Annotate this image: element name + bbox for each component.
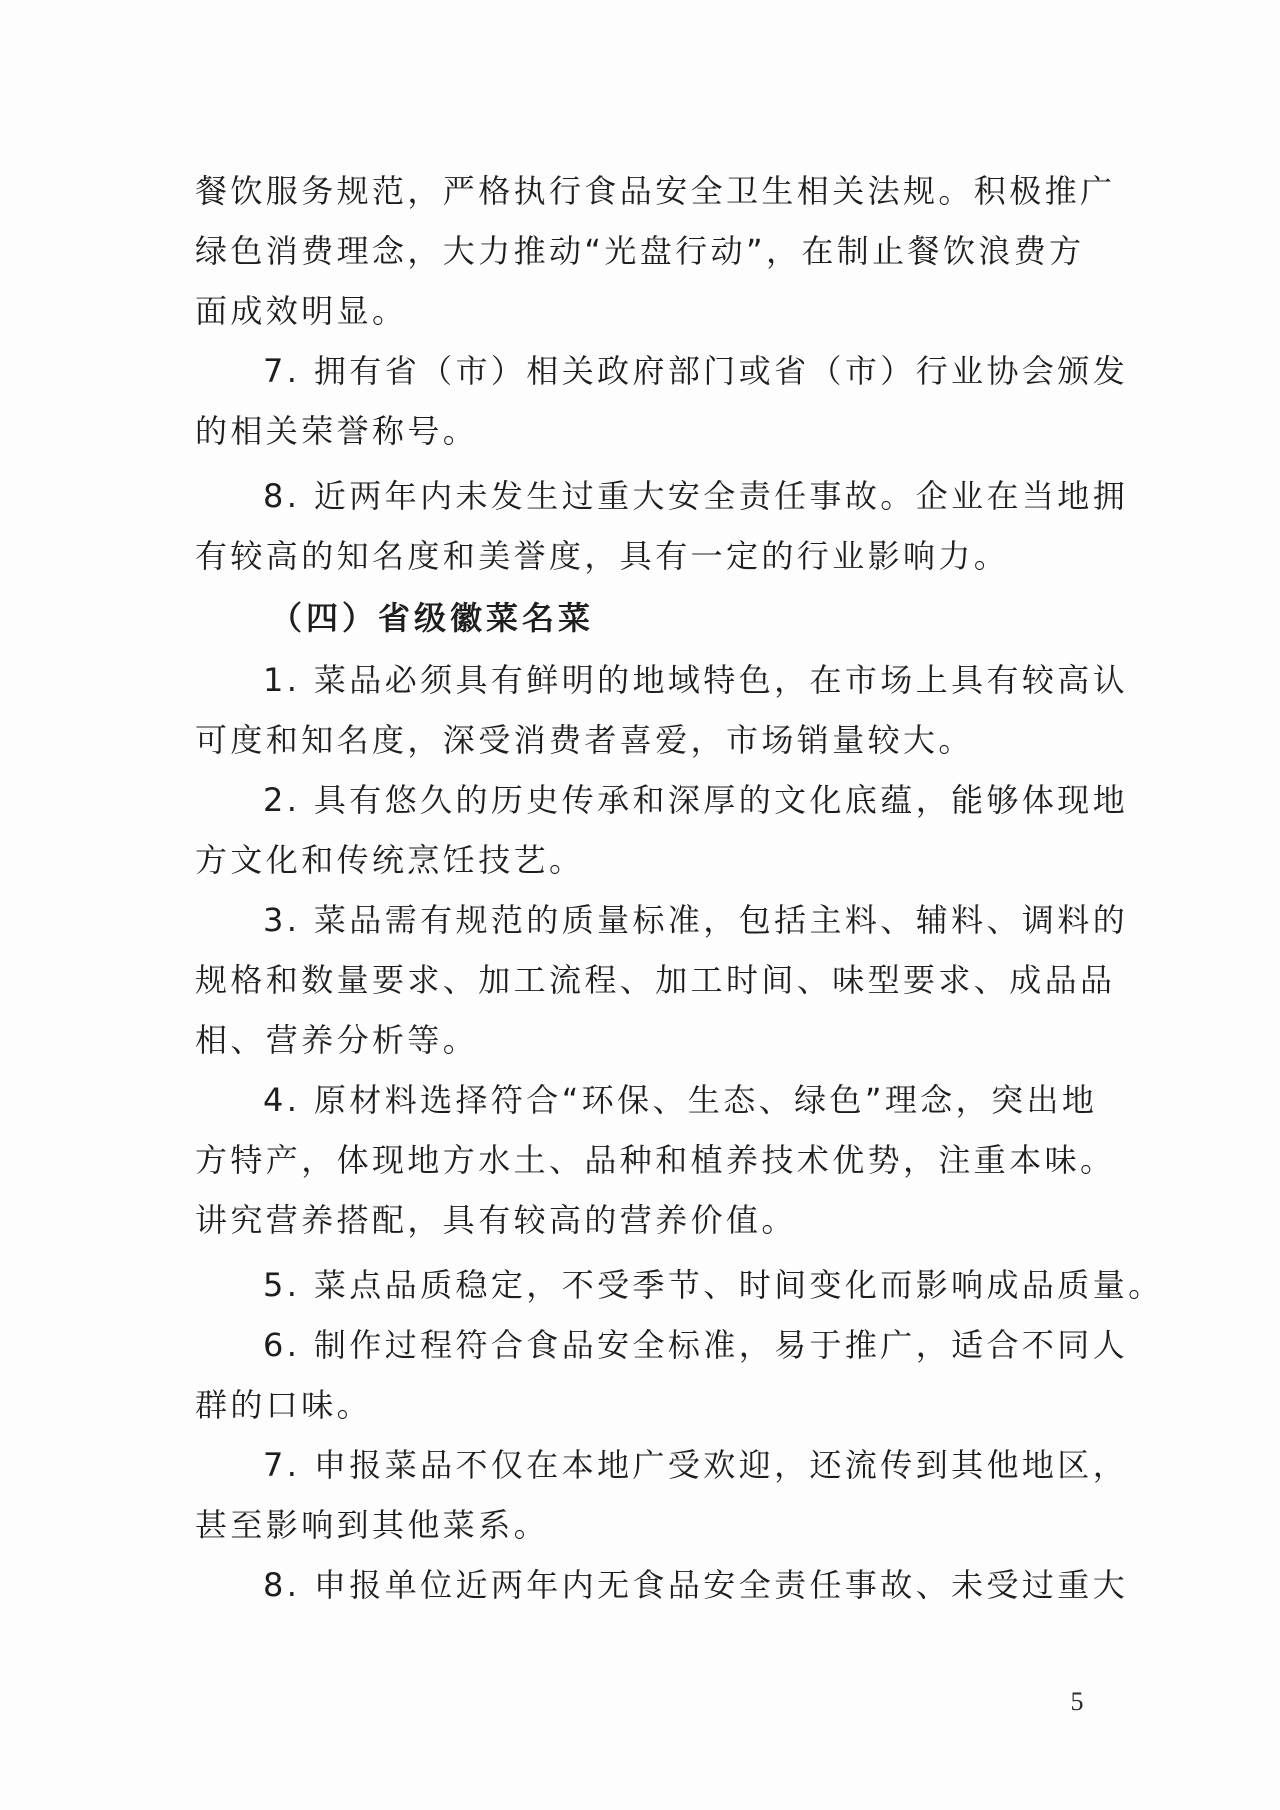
list-item-2: 2. 具有悠久的历史传承和深厚的文化底蕴，能够体现地 <box>263 781 1129 819</box>
list-item-8: 8. 近两年内未发生过重大安全责任事故。企业在当地拥 <box>263 477 1129 515</box>
section-heading: （四）省级徽菜名菜 <box>270 599 595 637</box>
list-item-7: 7. 拥有省（市）相关政府部门或省（市）行业协会颁发 <box>263 352 1129 390</box>
text-line: 可度和知名度，深受消费者喜爱，市场销量较大。 <box>195 721 974 759</box>
text-line: 的相关荣誉称号。 <box>195 412 479 450</box>
text-line: 绿色消费理念，大力推动“光盘行动”，在制止餐饮浪费方 <box>195 232 1085 270</box>
list-item-8: 8. 申报单位近两年内无食品安全责任事故、未受过重大 <box>263 1566 1129 1604</box>
list-item-6: 6. 制作过程符合食品安全标准，易于推广，适合不同人 <box>263 1326 1129 1364</box>
list-item-1: 1. 菜品必须具有鲜明的地域特色，在市场上具有较高认 <box>263 661 1129 699</box>
list-item-5: 5. 菜点品质稳定，不受季节、时间变化而影响成品质量。 <box>263 1266 1164 1304</box>
text-line: 规格和数量要求、加工流程、加工时间、味型要求、成品品 <box>195 961 1116 999</box>
text-line: 甚至影响到其他菜系。 <box>195 1506 550 1544</box>
list-item-7: 7. 申报菜品不仅在本地广受欢迎，还流传到其他地区， <box>263 1446 1129 1484</box>
list-item-4: 4. 原材料选择符合“环保、生态、绿色”理念，突出地 <box>263 1081 1098 1119</box>
text-line: 餐饮服务规范，严格执行食品安全卫生相关法规。积极推广 <box>195 172 1116 210</box>
page-number: 5 <box>1070 1687 1084 1716</box>
text-line: 方特产，体现地方水土、品种和植养技术优势，注重本味。 <box>195 1141 1116 1179</box>
text-line: 相、营养分析等。 <box>195 1021 479 1059</box>
text-line: 讲究营养搭配，具有较高的营养价值。 <box>195 1201 797 1239</box>
text-line: 有较高的知名度和美誉度，具有一定的行业影响力。 <box>195 537 1010 575</box>
text-line: 群的口味。 <box>195 1386 373 1424</box>
text-line: 面成效明显。 <box>195 292 408 330</box>
text-line: 方文化和传统烹饪技艺。 <box>195 841 585 879</box>
list-item-3: 3. 菜品需有规范的质量标准，包括主料、辅料、调料的 <box>263 901 1129 939</box>
